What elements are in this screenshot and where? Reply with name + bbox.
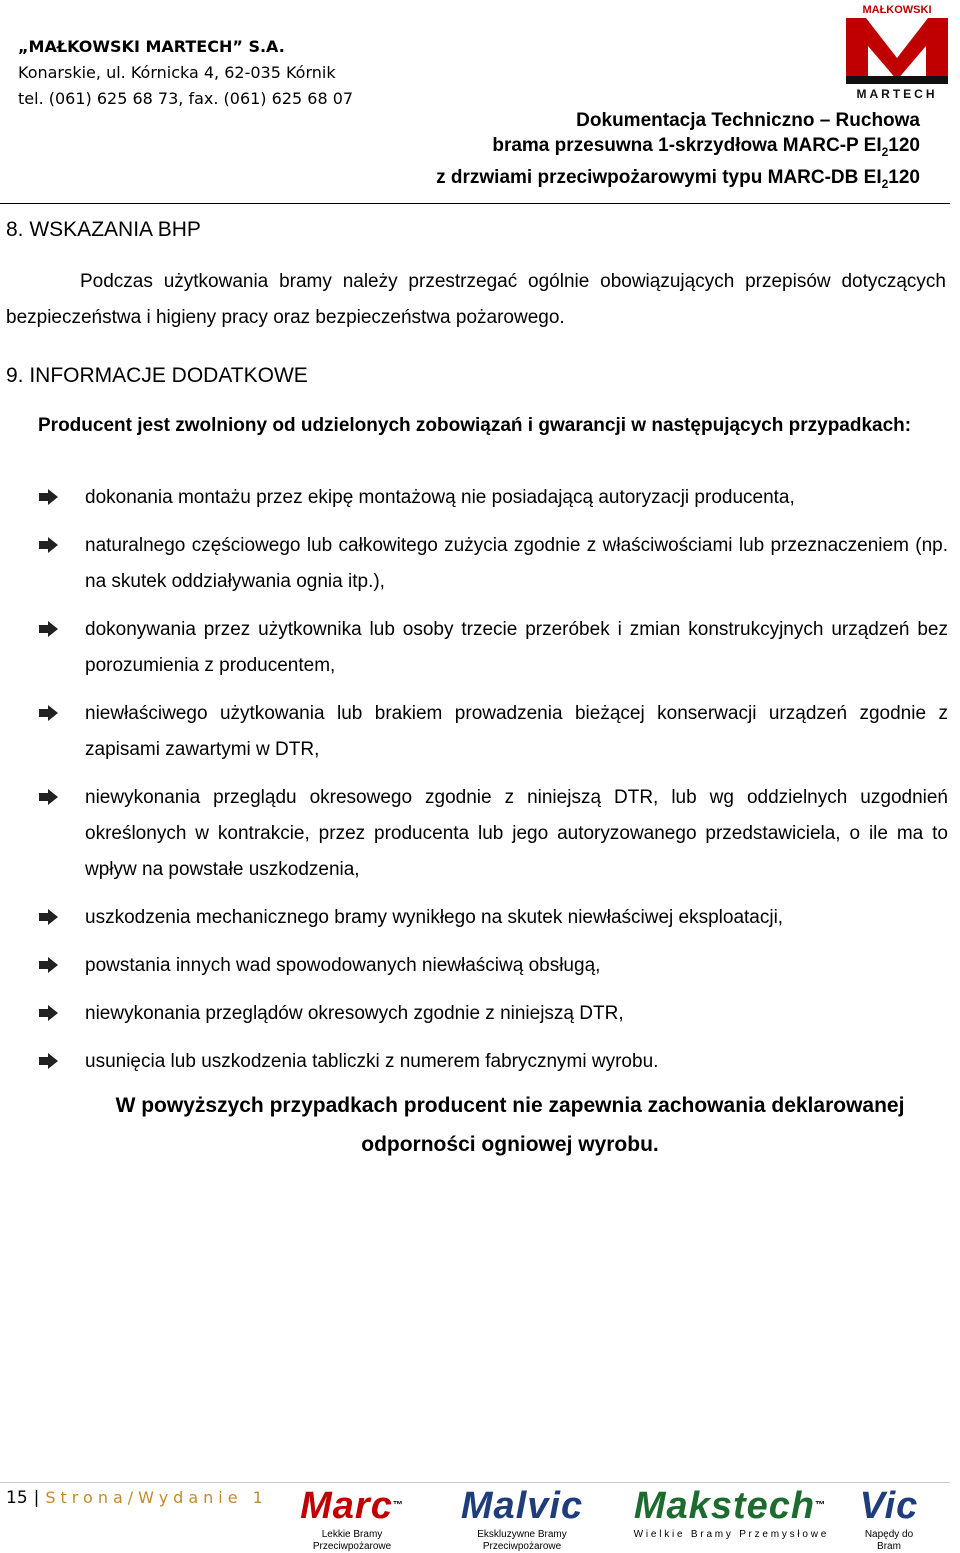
arrow-bullet-icon — [38, 957, 58, 973]
arrow-bullet-icon — [38, 489, 58, 505]
arrow-bullet-icon — [38, 1005, 58, 1021]
list-item-text: dokonania montażu przez ekipę montażową nie posiadającą autoryzacji producenta, — [85, 487, 795, 508]
list-item-text: niewykonania przeglądów okresowych zgodnie z niniejszą DTR, — [85, 1003, 624, 1024]
brand-name: Malvic — [460, 1485, 584, 1527]
list-item-text: usunięcia lub uszkodzenia tabliczki z numerem fabrycznymi wyrobu. — [85, 1051, 659, 1072]
brand-tagline: Napędy do Bram — [864, 1529, 914, 1552]
company-name: „MAŁKOWSKI MARTECH” S.A. — [18, 37, 285, 56]
page-footer — [6, 1488, 268, 1508]
doc-line3-text: z drzwiami przeciwpożarowymi typu MARC-DB EI — [436, 166, 882, 188]
doc-line2-suffix: 120 — [888, 135, 920, 156]
page-number: 15 — [6, 1488, 28, 1508]
list-item-text: uszkodzenia mechanicznego bramy wynikłego na skutek niewłaściwej eksploatacji, — [85, 907, 784, 928]
list-item — [38, 948, 948, 984]
list-item-text: niewykonania przeglądu okresowego zgodnie z niniejszą DTR, lub wg oddzielnych uzgodnień określonych w kontrakcie, przez producenta lub jego autoryzowanego przedstawiciela, o ile ma to wpływ na powstałe uszkodzenia, — [85, 787, 948, 880]
brand-name: Makstech — [633, 1485, 816, 1527]
page-separator: | — [33, 1488, 40, 1508]
company-address: Konarskie, ul. Kórnicka 4, 62-035 Kórnik — [18, 63, 336, 82]
doc-line2 — [436, 133, 920, 165]
brand-makstech-logo — [624, 1486, 836, 1541]
list-item — [38, 780, 948, 888]
brand-tagline: Lekkie Bramy Przeciwpożarowe — [312, 1529, 392, 1552]
doc-line3-sub: 2 — [881, 176, 889, 191]
list-item — [38, 480, 948, 516]
company-logo — [842, 2, 952, 102]
conclusion-text: W powyższych przypadkach producent nie zapewnia zachowania deklarowanej odporności ogniowej wyrobu. — [115, 1094, 905, 1156]
doc-line2-sub: 2 — [881, 144, 889, 159]
brand-malvic-logo — [444, 1486, 600, 1553]
list-item — [38, 996, 948, 1032]
brand-tagline: W i e l k i e B r a m y P r z e m y s ł o w e — [633, 1529, 827, 1540]
list-item — [38, 1044, 948, 1080]
arrow-bullet-icon — [38, 789, 58, 805]
brand-vic-logo — [852, 1486, 926, 1553]
list-item-text: niewłaściwego użytkowania lub brakiem prowadzenia bieżącej konserwacji urządzeń zgodnie z zapisami zawartymi w DTR, — [85, 703, 948, 760]
list-item — [38, 900, 948, 936]
list-item — [38, 612, 948, 684]
section9-intro: Producent jest zwolniony od udzielonych zobowiązań i gwarancji w następujących przypadkach: — [38, 415, 912, 436]
doc-line3-suffix: 120 — [888, 166, 920, 188]
section9-heading: 9. INFORMACJE DODATKOWE — [6, 364, 308, 387]
header-divider — [0, 203, 950, 204]
section8-text: Podczas użytkowania bramy należy przestrzegać ogólnie obowiązujących przepisów dotyczących bezpieczeństwa i higieny pracy oraz bezpieczeństwa pożarowego. — [6, 271, 946, 328]
footer-divider — [0, 1482, 950, 1483]
doc-title: Dokumentacja Techniczno – Ruchowa — [576, 110, 920, 131]
brand-marc-logo — [286, 1486, 418, 1553]
logo-m-shape — [846, 18, 948, 84]
arrow-bullet-icon — [38, 705, 58, 721]
list-item — [38, 528, 948, 600]
arrow-bullet-icon — [38, 537, 58, 553]
logo-top-text: MAŁKOWSKI — [862, 4, 932, 16]
arrow-bullet-icon — [38, 909, 58, 925]
doc-line3 — [436, 165, 920, 197]
list-item-text: naturalnego częściowego lub całkowitego zużycia zgodnie z właściwościami lub przeznaczeniem (np. na skutek oddziaływania ognia itp.), — [85, 535, 948, 592]
doc-line2-text: brama przesuwna 1-skrzydłowa MARC-P EI — [492, 135, 882, 156]
page-label: Strona/Wydanie 1 — [45, 1488, 268, 1507]
brand-name: Vic — [859, 1485, 919, 1527]
logo-bar — [846, 76, 948, 84]
document-info — [436, 108, 920, 197]
arrow-bullet-icon — [38, 1053, 58, 1069]
trademark-icon: ™ — [392, 1500, 404, 1511]
logo-bottom-text: MARTECH — [856, 87, 938, 101]
list-item-text: powstania innych wad spowodowanych niewłaściwą obsługą, — [85, 955, 601, 976]
arrow-bullet-icon — [38, 621, 58, 637]
company-info — [18, 34, 353, 112]
company-contact: tel. (061) 625 68 73, fax. (061) 625 68 07 — [18, 89, 354, 108]
section8-heading: 8. WSKAZANIA BHP — [6, 218, 201, 241]
trademark-icon: ™ — [815, 1500, 827, 1511]
list-item — [38, 696, 948, 768]
exclusions-list — [38, 480, 948, 1080]
list-item-text: dokonywania przez użytkownika lub osoby trzecie przeróbek i zmian konstrukcyjnych urządzeń bez porozumienia z producentem, — [85, 619, 948, 676]
brand-name: Marc — [300, 1485, 393, 1527]
brand-tagline: Ekskluzywne Bramy Przeciwpożarowe — [477, 1529, 567, 1552]
